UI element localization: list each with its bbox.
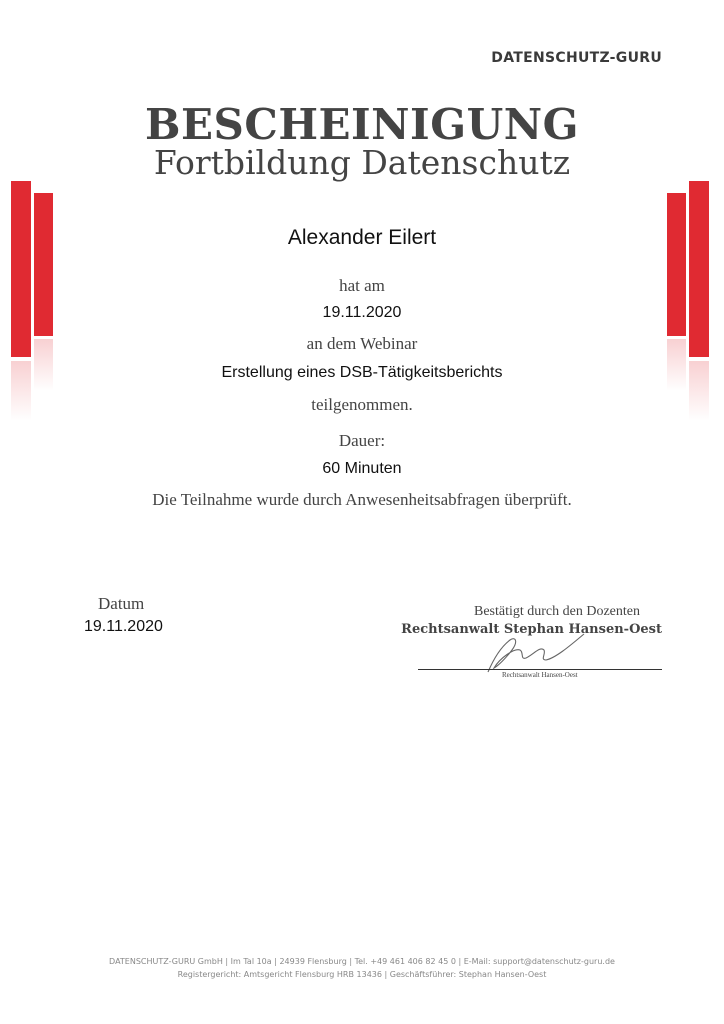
footer-registry-info: Registergericht: Amtsgericht Flensburg HRB 13436 | Geschäftsführer: Stephan Hansen-Oest <box>177 970 547 979</box>
text-teilgenommen: teilgenommen. <box>311 395 413 414</box>
text-hat-am: hat am <box>339 276 385 295</box>
signature-line <box>418 669 662 670</box>
verification-note: Die Teilnahme wurde durch Anwesenheitsabfragen überprüft. <box>152 490 572 509</box>
confirmed-by-label: Bestätigt durch den Dozenten <box>473 604 640 619</box>
duration-value: 60 Minuten <box>322 460 402 477</box>
signature-caption: Rechtsanwalt Hansen-Oest <box>502 671 578 679</box>
right-outer-red-bar <box>689 181 709 421</box>
footer-company-info: DATENSCHUTZ-GURU GmbH | Im Tal 10a | 24939 Flensburg | Tel. +49 461 406 82 45 0 | E-Mail: support@datenschutz-guru.de <box>109 957 615 966</box>
text-an-dem-webinar: an dem Webinar <box>306 334 418 353</box>
date-label: Datum <box>98 594 145 613</box>
webinar-date: 19.11.2020 <box>322 304 402 321</box>
webinar-title: Erstellung eines DSB-Tätigkeitsberichts <box>221 364 503 381</box>
certificate-subtitle: Fortbildung Datenschutz <box>153 143 571 182</box>
left-outer-red-bar <box>11 181 31 421</box>
participant-name: Alexander Eilert <box>287 226 437 249</box>
brand-name: DATENSCHUTZ-GURU <box>491 50 662 66</box>
duration-label: Dauer: <box>338 431 386 450</box>
lecturer-name: Rechtsanwalt Stephan Hansen-Oest <box>401 622 662 637</box>
date-value: 19.11.2020 <box>84 618 163 635</box>
certificate-title: BESCHEINIGUNG <box>145 100 579 149</box>
